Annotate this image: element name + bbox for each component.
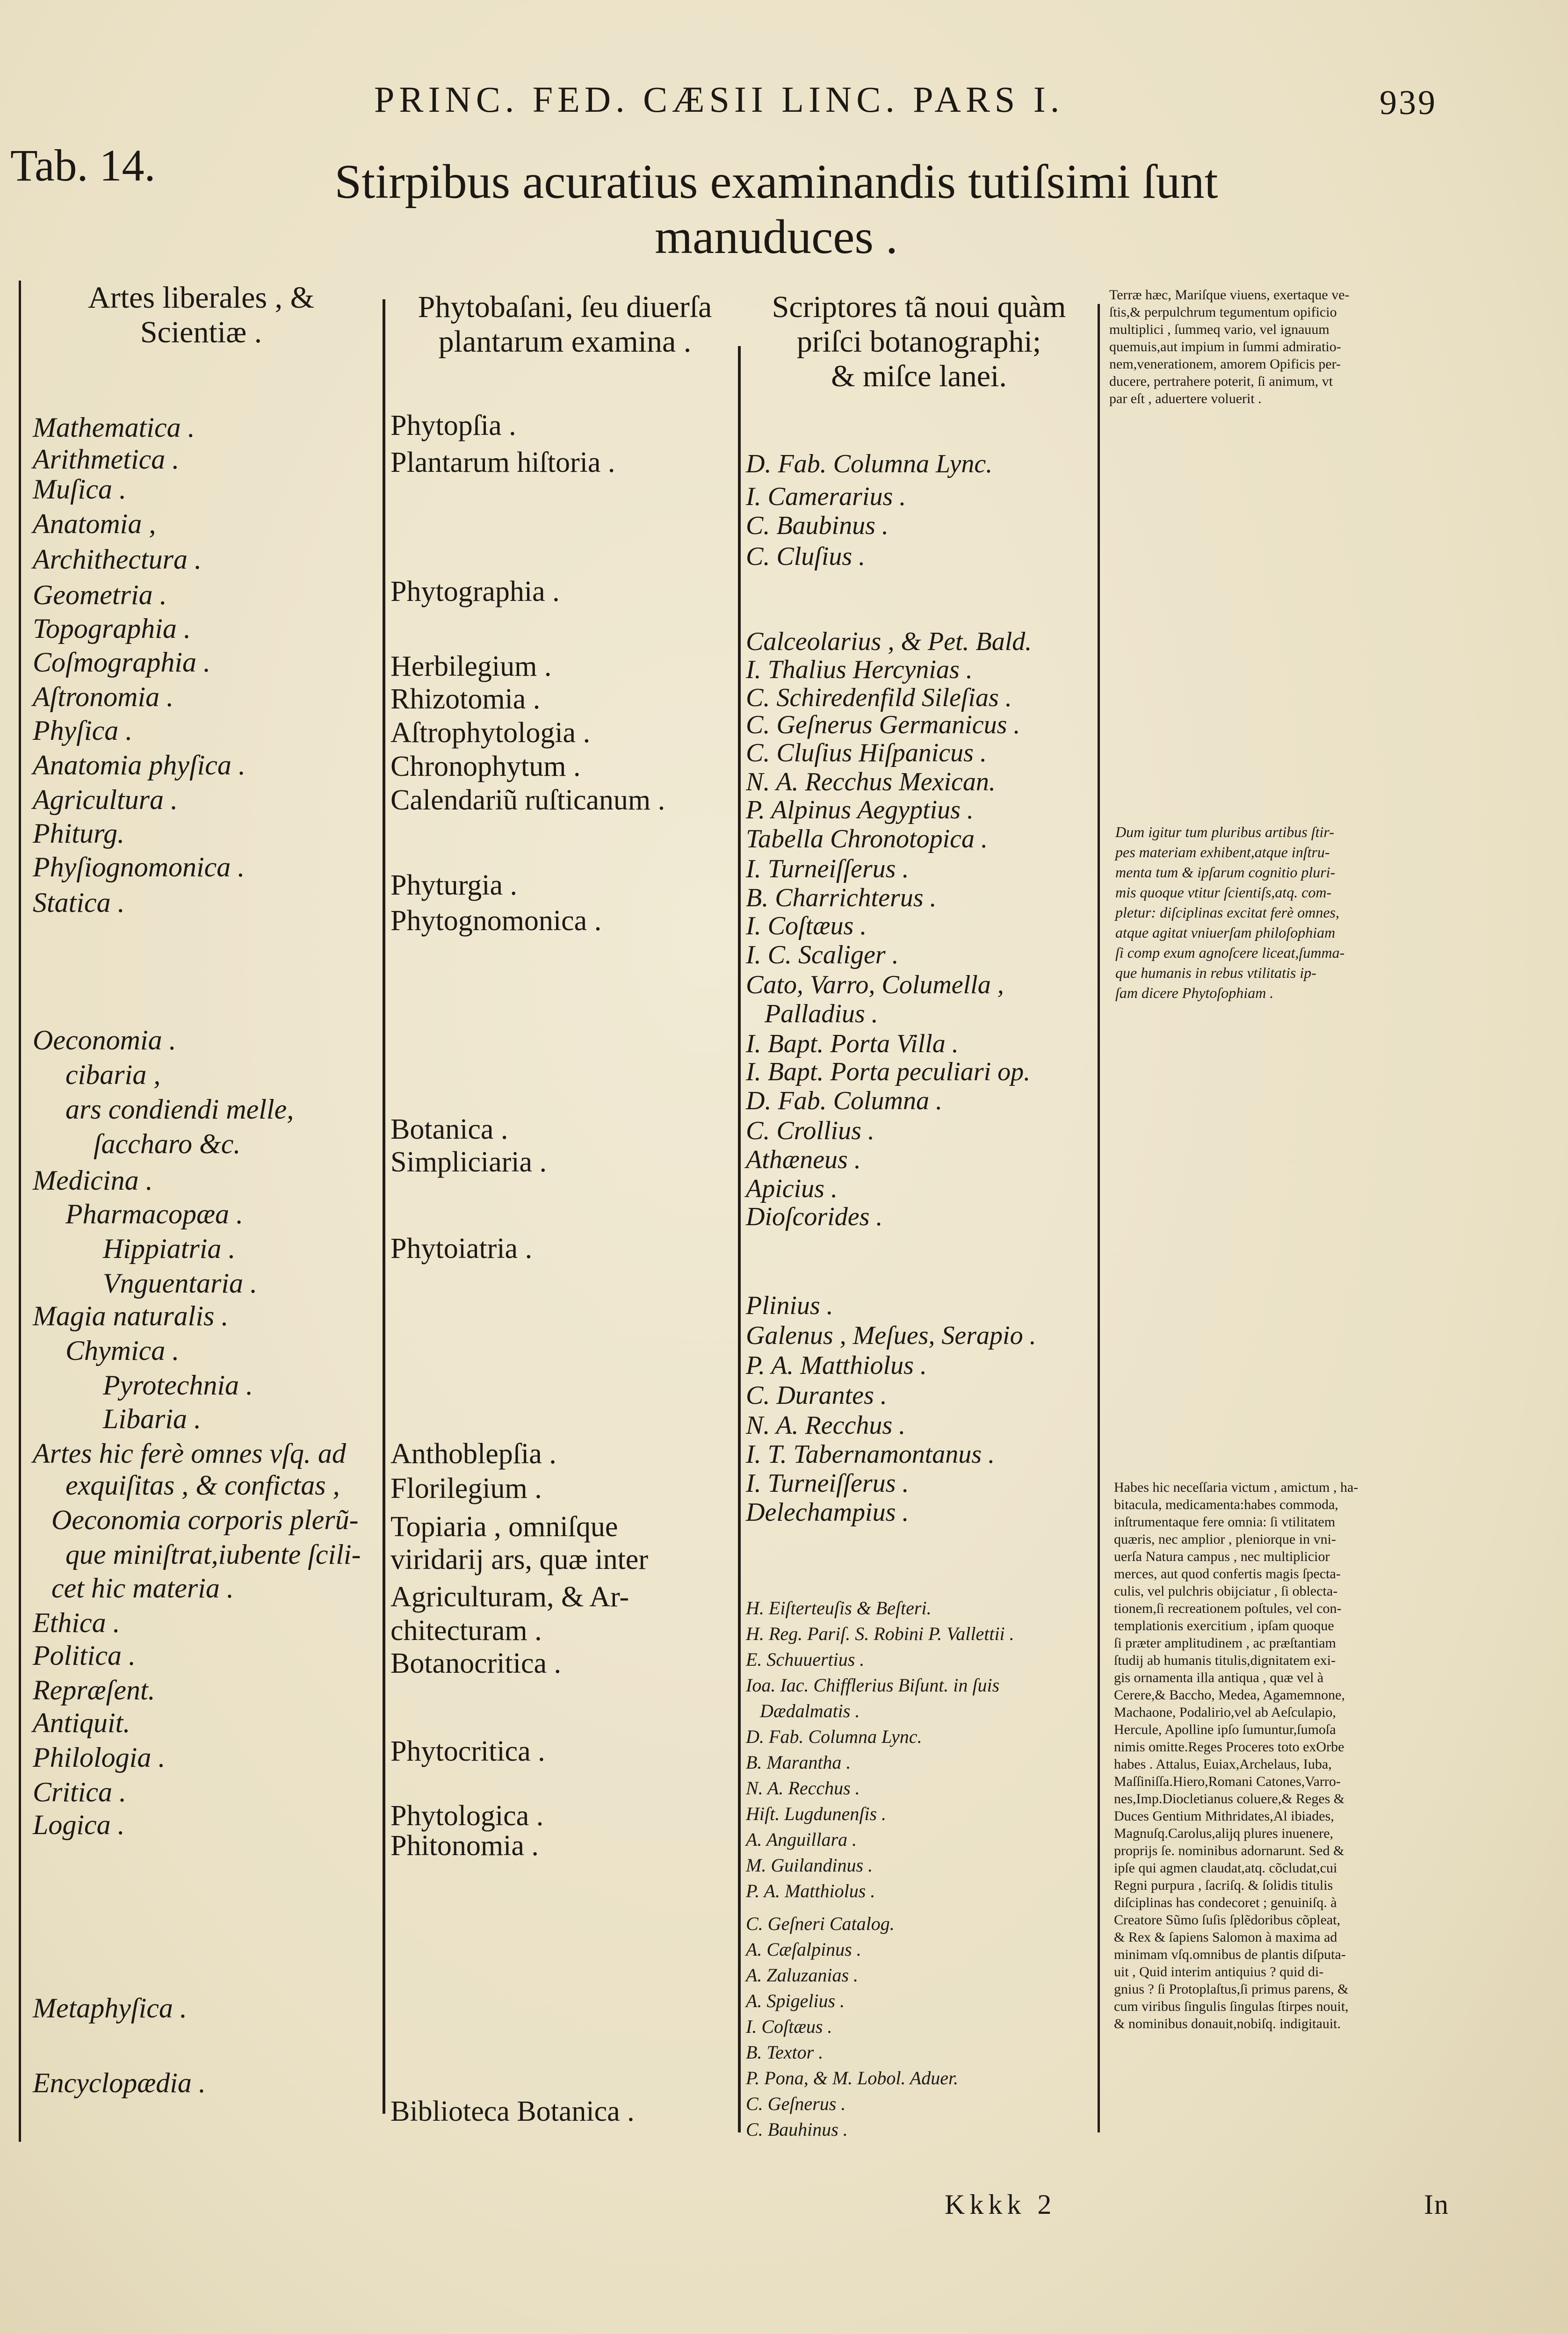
col3-item: Galenus , Meſues, Serapio .	[746, 1321, 1036, 1350]
margin-note-3-line: Duces Gentium Mithridates,Al ibiades,	[1114, 1808, 1334, 1824]
col3-item: C. Cluſius .	[746, 542, 866, 571]
col1-item: Antiquit.	[33, 1707, 130, 1738]
margin-note-3-line: proprijs ſe. nominibus adornarunt. Sed &	[1114, 1843, 1344, 1858]
margin-note-2-line: Dum igitur tum pluribus artibus ſtir-	[1115, 824, 1334, 840]
margin-note-2-line: atque agitat vniuerſam philoſophiam	[1115, 924, 1336, 941]
col3-heading-line1: Scriptores tã noui quàm	[772, 290, 1066, 324]
col3-item: B. Textor .	[746, 2042, 824, 2063]
col1-item: Philologia .	[33, 1742, 166, 1773]
margin-note-3-line: Machaone, Podalirio,vel ab Aeſculapio,	[1114, 1705, 1336, 1720]
col3-item: C. Cluſius Hiſpanicus .	[746, 738, 987, 767]
col3-item: B. Marantha .	[746, 1752, 851, 1773]
col3-item: Cato, Varro, Columella ,	[746, 970, 1004, 999]
margin-note-3-line: gis ornamenta illa antiqua , quæ vel à	[1114, 1670, 1324, 1685]
left-rule	[19, 281, 21, 2142]
col2-item: Phyturgia .	[390, 869, 517, 901]
margin-note-2-line: que humanis in rebus vtilitatis ip-	[1115, 964, 1316, 981]
col3-heading	[746, 290, 1092, 394]
col3-item: Plinius .	[746, 1291, 833, 1320]
margin-note-3-line: nes,Imp.Diocletianus coluere,& Reges &	[1114, 1791, 1345, 1807]
col2-item: Biblioteca Botanica .	[390, 2096, 635, 2127]
col1-item: exquiſitas , & confictas ,	[65, 1470, 340, 1501]
col3-item: D. Fab. Columna Lync.	[746, 449, 993, 478]
col3-item: I. Turneiſſerus .	[746, 854, 909, 883]
col1-item: Phyſiognomonica .	[33, 852, 245, 882]
col3-item: P. Alpinus Aegyptius .	[746, 795, 974, 824]
col3-item: I. C. Scaliger .	[746, 940, 899, 969]
col2-item: Phytoiatria .	[390, 1233, 533, 1265]
col1-item: Mathematica .	[33, 412, 195, 443]
col2-heading-line1: Phytobaſani, ſeu diuerſa	[418, 290, 712, 324]
margin-note-3-line: ſi præter amplitudinem , ac præſtantiam	[1114, 1635, 1336, 1651]
col3-item: C. Baubinus .	[746, 511, 889, 540]
col1-item: Phyſica .	[33, 715, 133, 746]
col1-item: ſaccharo &c.	[94, 1128, 241, 1159]
title-line-1: Stirpibus acuratius examinandis tutiſsimi ſunt	[334, 155, 1218, 209]
margin-note-3-line: habes . Attalus, Euiax,Archelaus, Iuba,	[1114, 1756, 1332, 1772]
col1-item: Chymica .	[65, 1335, 180, 1366]
col2-item: Florilegium .	[390, 1473, 542, 1504]
col3-item: C. Crollius .	[746, 1116, 874, 1145]
margin-note-3-line: nimis omitte.Reges Proceres toto exOrbe	[1114, 1739, 1344, 1755]
margin-note-2	[1115, 822, 1344, 1003]
col3-item: Calceolarius , & Pet. Bald.	[746, 627, 1032, 656]
col1-item: Libaria .	[103, 1403, 202, 1434]
col3-heading-line2: priſci botanographi;	[796, 325, 1041, 359]
col3-item: I. Coſtæus .	[746, 911, 867, 940]
col2-item: Phytographia .	[390, 576, 560, 607]
col1-item: Pharmacopæa .	[65, 1199, 243, 1229]
col3-item: H. Reg. Pariſ. S. Robini P. Vallettii .	[746, 1623, 1014, 1644]
catchword: In	[1424, 2189, 1449, 2220]
col2-item: Simpliciaria .	[390, 1146, 547, 1178]
margin-note-3-line: inſtrumentaque fere omnia: ſi vtilitatem	[1114, 1514, 1336, 1530]
col3-item: N. A. Recchus .	[746, 1411, 906, 1440]
page-title	[262, 154, 1291, 265]
column-rule-3	[1098, 304, 1100, 2132]
col1-item: Oeconomia .	[33, 1025, 176, 1055]
col3-item: Dioſcorides .	[746, 1202, 883, 1231]
col2-item: Phytopſia .	[390, 410, 516, 441]
col3-item: C. Schiredenfild Sileſias .	[746, 683, 1012, 712]
col3-item: C. Durantes .	[746, 1381, 887, 1410]
col1-item: Phiturg.	[33, 818, 125, 849]
col1-item: Pyrotechnia .	[103, 1370, 253, 1401]
col1-item: Statica .	[33, 887, 125, 918]
col1-item: Artes hic ferè omnes vſq. ad	[33, 1438, 346, 1469]
margin-note-2-line: mis quoque vtitur ſcientiſs,atq. com-	[1115, 884, 1332, 901]
margin-note-2-line: ſi comp exum agnoſcere liceat,ſumma-	[1115, 944, 1345, 961]
margin-note-1-line: nem,venerationem, amorem Opificis per-	[1109, 356, 1341, 372]
col3-item: I. Bapt. Porta peculiari op.	[746, 1057, 1031, 1086]
col1-item: Topographia .	[33, 613, 191, 644]
margin-note-3-line: uit , Quid interim antiquius ? quid di-	[1114, 1964, 1324, 1980]
margin-note-2-line: menta tum & ipſarum cognitio pluri-	[1115, 864, 1336, 881]
col1-item: Repræſent.	[33, 1675, 155, 1705]
col3-item: Palladius .	[765, 999, 878, 1028]
col1-item: Logica .	[33, 1809, 125, 1840]
margin-note-1-line: ſtis,& perpulchrum tegumentum opificio	[1109, 304, 1337, 320]
col2-item: Phitonomia .	[390, 1830, 539, 1862]
signature-mark: Kkkk 2	[945, 2189, 1056, 2220]
title-line-2: manuduces .	[655, 210, 898, 264]
col2-heading-line2: plantarum examina .	[438, 325, 692, 359]
running-head: PRINC. FED. CÆSII LINC. PARS I.	[374, 79, 1064, 120]
col3-item: I. Camerarius .	[746, 482, 906, 511]
col3-item: C. Geſnerus Germanicus .	[746, 710, 1020, 739]
col2-item: Herbilegium .	[390, 650, 552, 682]
margin-note-3-line: & nominibus donauit,nobiſq. indigitauit.	[1114, 2016, 1341, 2031]
col2-item: Phytologica .	[390, 1800, 544, 1832]
col3-item: Delechampius .	[746, 1498, 909, 1527]
col3-item: I. T. Tabernamontanus .	[746, 1440, 995, 1469]
margin-note-3	[1114, 1479, 1358, 2032]
col1-item: Hippiatria .	[103, 1233, 236, 1264]
col1-item: Ethica .	[33, 1607, 120, 1638]
col3-item: A. Zaluzanias .	[746, 1965, 859, 1986]
col3-item: Dædalmatis .	[760, 1700, 860, 1721]
col2-item: Chronophytum .	[390, 751, 581, 782]
margin-note-3-line: templationis exercitium , ipſam quoque	[1114, 1618, 1334, 1633]
col3-item: Hiſt. Lugdunenſis .	[746, 1803, 887, 1824]
col3-item: P. A. Matthiolus .	[746, 1351, 927, 1380]
col1-item: Vnguentaria .	[103, 1268, 257, 1299]
margin-note-2-line: ſam dicere Phytoſophiam .	[1115, 984, 1274, 1001]
margin-note-3-line: uerſa Natura campus , nec multiplicior	[1114, 1549, 1330, 1564]
margin-note-3-line: Regni purpura , ſacriſq. & ſolidis titulis	[1114, 1878, 1333, 1893]
col2-item: Rhizotomia .	[390, 683, 541, 715]
col1-item: cibaria ,	[65, 1059, 161, 1090]
col3-item: C. Geſnerus .	[746, 2093, 846, 2114]
col3-item: D. Fab. Columna .	[746, 1086, 942, 1115]
col1-item: Aſtronomia .	[33, 681, 174, 712]
col1-item: Medicina .	[33, 1165, 153, 1196]
col1-heading	[42, 281, 360, 350]
margin-note-3-line: Cerere,& Baccho, Medea, Agamemnone,	[1114, 1687, 1345, 1703]
col3-item: I. Coſtæus .	[746, 2016, 832, 2037]
col1-heading-line2: Scientiæ .	[140, 315, 262, 349]
col3-item: C. Geſneri Catalog.	[746, 1913, 895, 1934]
col3-item: I. Bapt. Porta Villa .	[746, 1029, 959, 1058]
col3-item: A. Spigelius .	[746, 1990, 845, 2011]
margin-note-3-line: & Rex & ſapiens Salomon à maxima ad	[1114, 1929, 1337, 1945]
col1-item: Magia naturalis .	[33, 1301, 229, 1331]
col3-item: C. Bauhinus .	[746, 2119, 848, 2140]
column-rule-2	[738, 346, 741, 2132]
col3-heading-line3: & miſce lanei.	[831, 359, 1007, 393]
margin-note-1-line: multiplici , ſummeq vario, vel ignauum	[1109, 322, 1330, 337]
col3-item: N. A. Recchus Mexican.	[746, 767, 996, 796]
col1-heading-line1: Artes liberales , &	[88, 281, 314, 315]
margin-note-1-line: quemuis,aut impium in ſummi admiratio-	[1109, 339, 1341, 354]
col2-item: Phytocritica .	[390, 1735, 545, 1767]
col2-heading	[392, 290, 738, 359]
col3-item: A. Cæſalpinus .	[746, 1939, 861, 1960]
col1-item: Anatomia phyſica .	[33, 750, 246, 780]
margin-note-3-line: bitacula, medicamenta:habes commoda,	[1114, 1497, 1338, 1512]
margin-note-3-line: Magnuſq.Carolus,alijq plures inuenere,	[1114, 1826, 1334, 1841]
margin-note-3-line: merces, aut quod confertis magis ſpecta-	[1114, 1566, 1341, 1582]
col3-item: D. Fab. Columna Lync.	[746, 1726, 922, 1747]
col3-item: I. Turneiſſerus .	[746, 1469, 909, 1498]
col2-item: Botanica .	[390, 1113, 508, 1145]
margin-note-3-line: cum viribus ſingulis ſingulas ſtirpes nouit,	[1114, 1999, 1349, 2014]
col2-item: viridarij ars, quæ inter	[390, 1544, 648, 1575]
margin-note-3-line: gnius ? ſi Protoplaſtus,ſi primus parens, &	[1114, 1981, 1349, 1997]
margin-note-1-line: Terræ hæc, Mariſque viuens, exertaque ve-	[1109, 287, 1350, 303]
col2-item: chitecturam .	[390, 1615, 542, 1647]
margin-note-3-line: Hercule, Apolline ipſo ſumuntur,ſumoſa	[1114, 1722, 1336, 1737]
col3-item: I. Thalius Hercynias .	[746, 655, 973, 684]
col2-item: Aſtrophytologia .	[390, 717, 591, 749]
col1-item: Geometria .	[33, 579, 167, 610]
col2-item: Plantarum hiſtoria .	[390, 447, 615, 478]
col2-item: Topiaria , omniſque	[390, 1511, 618, 1543]
margin-note-3-line: quæris, nec amplior , pleniorque in vni-	[1114, 1532, 1336, 1547]
col1-item: Critica .	[33, 1777, 127, 1807]
margin-note-3-line: Creatore Sũmo ſuſis ſplẽdoribus cõpleat,	[1114, 1912, 1341, 1928]
col3-item: E. Schuuertius .	[746, 1649, 865, 1670]
col1-item: que miniſtrat,iubente ſcili-	[65, 1539, 361, 1570]
col1-item: Archithectura .	[33, 544, 202, 575]
margin-note-2-line: pes materiam exhibent,atque inſtru-	[1115, 844, 1330, 860]
margin-note-3-line: ſtudij ab humanis titulis,dignitatem exi-	[1114, 1653, 1336, 1668]
margin-note-3-line: diſciplinas has condecoret ; genuiniſq. à	[1114, 1895, 1337, 1910]
page-number: 939	[1380, 84, 1437, 122]
col2-item: Phytognomonica .	[390, 905, 602, 937]
margin-note-3-line: ipſe qui agmen claudat,atq. cõcludat,cui	[1114, 1860, 1337, 1876]
col1-item: Arithmetica .	[33, 444, 180, 475]
col2-item: Anthoblepſia .	[390, 1438, 556, 1470]
col1-item: cet hic materia .	[51, 1573, 234, 1604]
table-label: Tab. 14.	[10, 140, 156, 190]
col3-item: M. Guilandinus .	[746, 1855, 873, 1876]
col2-item: Calendariũ ruſticanum .	[390, 784, 665, 816]
margin-note-3-line: minimam vſq.omnibus de plantis diſputa-	[1114, 1947, 1346, 1962]
margin-note-3-line: Habes hic neceſſaria victum , amictum , ha-	[1114, 1480, 1358, 1495]
margin-note-3-line: Maſſiniſſa.Hiero,Romani Catones,Varro-	[1114, 1774, 1341, 1789]
col3-item: P. A. Matthiolus .	[746, 1880, 875, 1901]
col1-item: Politica .	[33, 1640, 136, 1671]
col1-item: Agricultura .	[33, 784, 178, 815]
margin-note-1	[1109, 286, 1350, 407]
col3-item: Athæneus .	[746, 1145, 861, 1174]
col3-item: P. Pona, & M. Lobol. Aduer.	[746, 2067, 959, 2088]
col1-item: ars condiendi melle,	[65, 1094, 294, 1125]
col3-item: Tabella Chronotopica .	[746, 824, 988, 853]
margin-note-1-line: par eſt , aduertere voluerit .	[1109, 391, 1262, 406]
col1-item: Encyclopædia .	[33, 2067, 206, 2098]
col2-item: Agriculturam, & Ar-	[390, 1581, 629, 1613]
col3-item: B. Charrichterus .	[746, 883, 937, 912]
margin-note-3-line: culis, vel pulchris obijciatur , ſi oblecta-	[1114, 1583, 1338, 1599]
col3-item: Apicius .	[746, 1174, 838, 1203]
col1-item: Muſica .	[33, 474, 126, 505]
col1-item: Metaphyſica .	[33, 1993, 187, 2023]
col1-item: Anatomia ,	[33, 508, 156, 539]
margin-note-3-line: tionem,ſi recreationem poſtules, vel con-	[1114, 1601, 1342, 1616]
col3-item: A. Anguillara .	[746, 1829, 857, 1850]
col2-item: Botanocritica .	[390, 1648, 561, 1679]
col3-item: Ioa. Iac. Chifflerius Biſunt. in ſuis	[746, 1675, 1000, 1696]
col3-item: N. A. Recchus .	[746, 1778, 860, 1799]
col3-item: H. Eiſterteuſis & Beſteri.	[746, 1597, 932, 1619]
column-rule-1	[383, 299, 385, 2114]
margin-note-1-line: ducere, pertrahere poterit, ſi animum, vt	[1109, 374, 1333, 389]
col1-item: Coſmographia .	[33, 647, 211, 678]
col1-item: Oeconomia corporis plerũ-	[51, 1504, 359, 1535]
margin-note-2-line: pletur: diſciplinas excitat ferè omnes,	[1115, 904, 1339, 921]
